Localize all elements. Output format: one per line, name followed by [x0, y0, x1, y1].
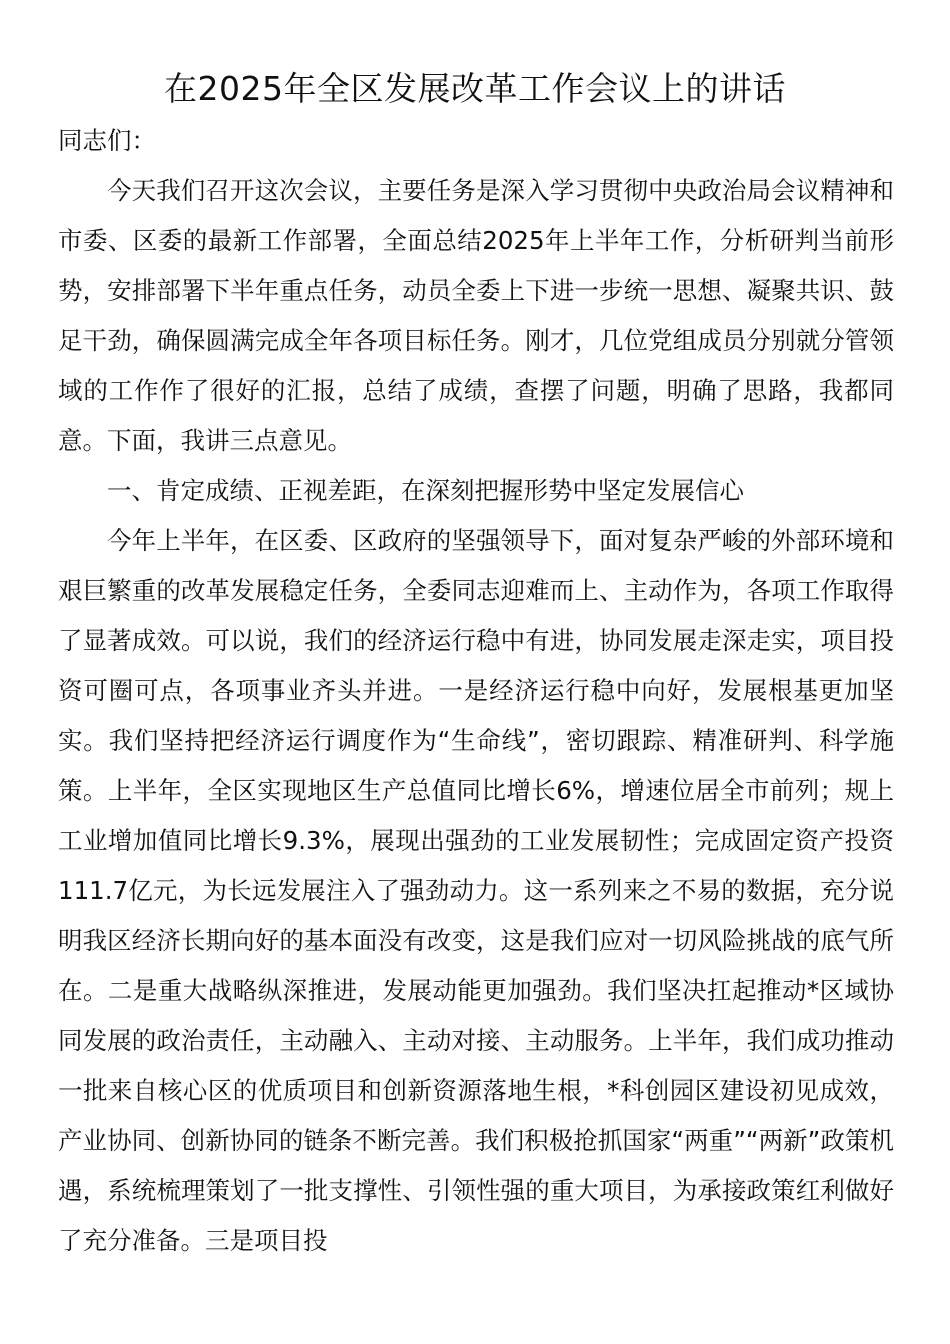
opening-paragraph: 今天我们召开这次会议，主要任务是深入学习贯彻中央政治局会议精神和市委、区委的最新工作部署，全面总结2025年上半年工作，分析研判当前形势，安排部署下半年重点任务，动员全委上下进一步统一思想、凝聚共识、鼓足干劲，确保圆满完成全年各项目标任务。刚才，几位党组成员分别就分管领域的工作作了很好的汇报，总结了成绩，查摆了问题，明确了思路，我都同意。下面，我讲三点意见。 — [58, 176, 894, 455]
document-title: 在2025年全区发展改革工作会议上的讲话 — [164, 69, 786, 108]
salutation: 同志们： — [58, 126, 156, 155]
document-body — [58, 116, 894, 1266]
body-paragraph: 今年上半年，在区委、区政府的坚强领导下，面对复杂严峻的外部环境和艰巨繁重的改革发展稳定任务，全委同志迎难而上、主动作为，各项工作取得了显著成效。可以说，我们的经济运行稳中有进，协同发展走深走实，项目投资可圈可点，各项事业齐头并进。一是经济运行稳中向好，发展根基更加坚实。我们坚持把经济运行调度作为“生命线”，密切跟踪、精准研判、科学施策。上半年，全区实现地区生产总值同比增长6%，增速位居全市前列；规上工业增加值同比增长9.3%，展现出强劲的工业发展韧性；完成固定资产投资111.7亿元，为长远发展注入了强劲动力。这一系列来之不易的数据，充分说明我区经济长期向好的基本面没有改变，这是我们应对一切风险挑战的底气所在。二是重大战略纵深推进，发展动能更加强劲。我们坚决扛起推动*区域协同发展的政治责任，主动融入、主动对接、主动服务。上半年，我们成功推动一批来自核心区的优质项目和创新资源落地生根，*科创园区建设初见成效，产业协同、创新协同的链条不断完善。我们积极抢抓国家“两重”“两新”政策机遇，系统梳理策划了一批支撑性、引领性强的重大项目，为承接政策红利做好了充分准备。三是项目投 — [58, 526, 894, 1255]
section-heading: 一、肯定成绩、正视差距，在深刻把握形势中坚定发展信心 — [107, 476, 744, 505]
